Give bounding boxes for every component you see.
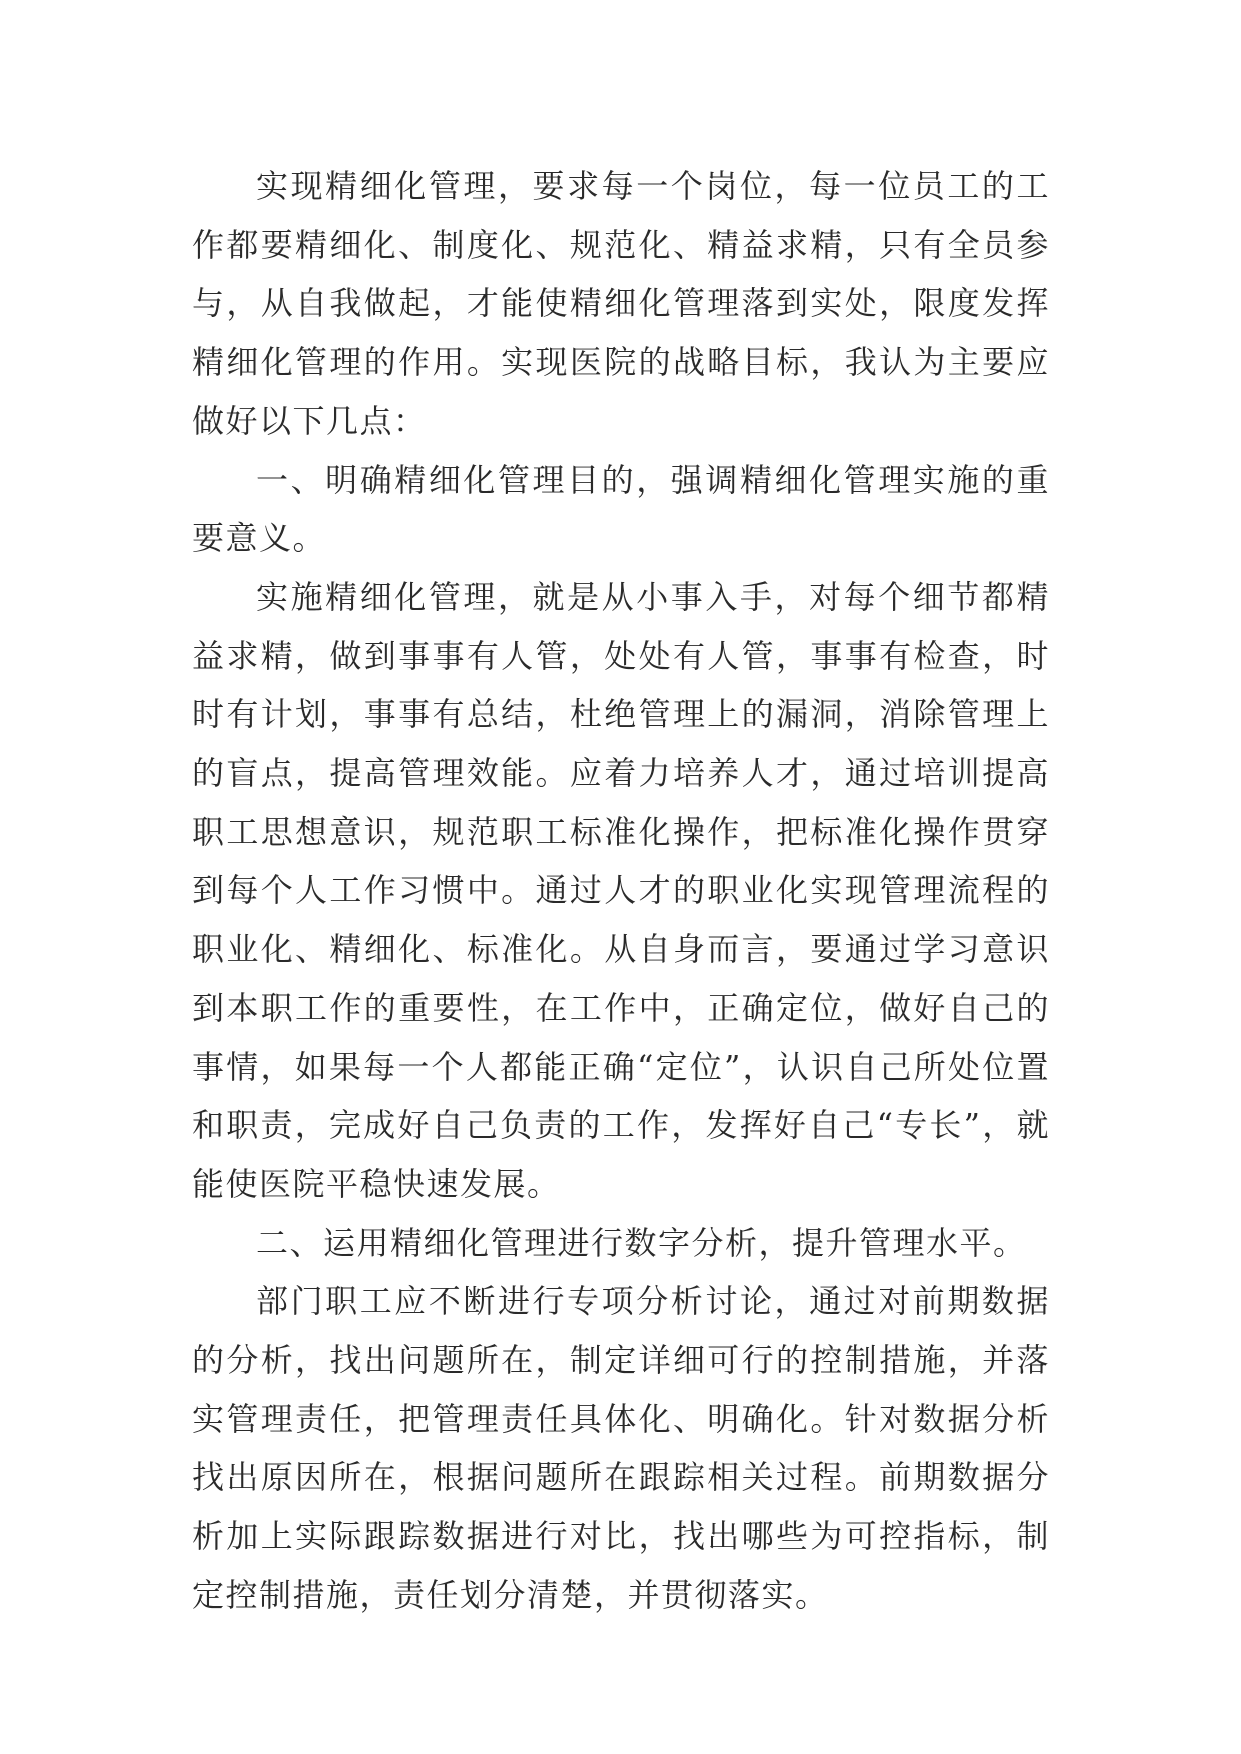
heading-section-2: 二、运用精细化管理进行数字分析，提升管理水平。 <box>256 1223 1027 1262</box>
heading-section-1: 一、明确精细化管理目的，强调精细化管理实施的重要意义。 <box>192 460 1050 558</box>
paragraph-section-2: 部门职工应不断进行专项分析讨论，通过对前期数据的分析，找出问题所在，制定详细可行的控制措施，并落实管理责任，把管理责任具体化、明确化。针对数据分析找出原因所在，根据问题所在跟踪相关过程。前期数据分析加上实际跟踪数据进行对比，找出哪些为可控指标，制定控制措施，责任划分清楚，并贯彻落实。 <box>192 1282 1050 1614</box>
document-body <box>192 157 1050 1625</box>
paragraph-intro: 实现精细化管理，要求每一个岗位，每一位员工的工作都要精细化、制度化、规范化、精益求精，只有全员参与，从自我做起，才能使精细化管理落到实处，限度发挥精细化管理的作用。实现医院的战略目标，我认为主要应做好以下几点： <box>192 167 1050 440</box>
paragraph-section-1: 实施精细化管理，就是从小事入手，对每个细节都精益求精，做到事事有人管，处处有人管，事事有检查，时时有计划，事事有总结，杜绝管理上的漏洞，消除管理上的盲点，提高管理效能。应着力培养人才，通过培训提高职工思想意识，规范职工标准化操作，把标准化操作贯穿到每个人工作习惯中。通过人才的职业化实现管理流程的职业化、精细化、标准化。从自身而言，要通过学习意识到本职工作的重要性，在工作中，正确定位，做好自己的事情，如果每一个人都能正确“定位”，认识自己所处位置和职责，完成好自己负责的工作，发挥好自己“专长”，就能使医院平稳快速发展。 <box>192 577 1050 1203</box>
